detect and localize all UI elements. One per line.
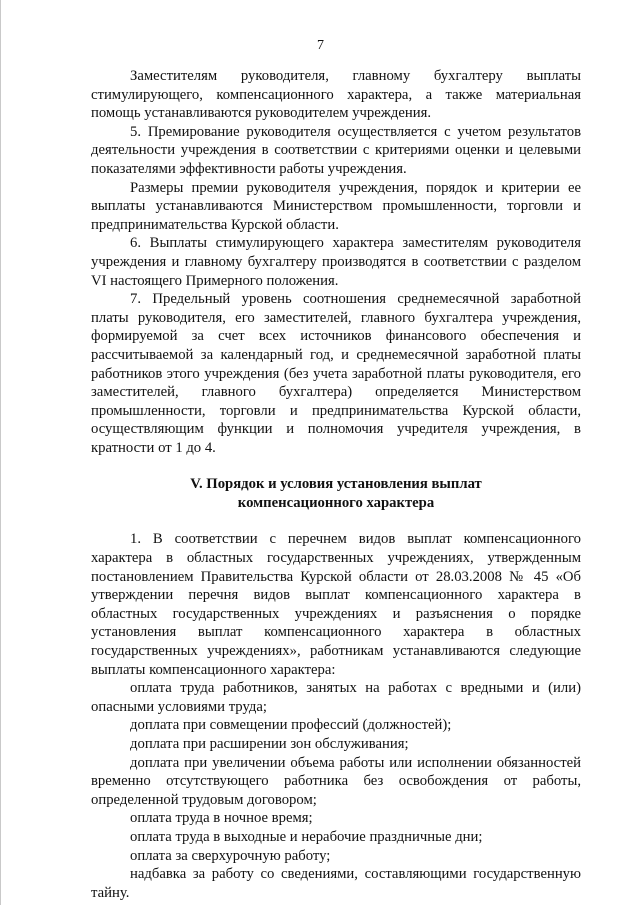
paragraph-1-compensation-list: 1. В соответствии с перечнем видов выплат компенсационного характера в областных государственных учреждениях, утвержденным постановлением Правительства Курской области от 28.03.2008 № 45 «Об утверждении перечня видов выплат компенсационного характера в областных государственных учреждениях и разъяснения о порядке установления выплат компенсационного характера в областных государственных учреждениях», работникам устанавливаются следующие выплаты компенсационного характера: [91, 531, 581, 678]
paragraph-7-salary-ratio: 7. Предельный уровень соотношения среднемесячной заработной платы руководителя, его заместителей, главного бухгалтера учреждения, формируемой за счет всех источников финансового обеспечения и рассчитываемой за календарный год, и среднемесячной заработной платы работников этого учреждения (без учета заработной платы руководителя, его заместителей, главного бухгалтера) определяется Министерством промышленности, торговли и предпринимательства Курской области, осуществляющим функции и полномочия учредителя учреждения, в кратности от 1 до 4. [91, 291, 581, 456]
page-number: 7 [317, 38, 324, 53]
list-item-overtime: оплата за сверхурочную работу; [130, 847, 331, 864]
paragraph-deputies-payments: Заместителям руководителя, главному бухгалтеру выплаты стимулирующего, компенсационного характера, а также материальная помощь устанавливаются руководителем учреждения. [91, 68, 581, 122]
document-body [91, 67, 581, 902]
list-item-increased-workload: доплата при увеличении объема работы или исполнении обязанностей временно отсутствующего работника без освобождения от работы, определенной трудовым договором; [91, 754, 581, 808]
section-heading-line-1: V. Порядок и условия установления выплат [190, 476, 482, 493]
list-item-night-work: оплата труда в ночное время; [130, 810, 313, 827]
paragraph-6-incentive-payments: 6. Выплаты стимулирующего характера заместителям руководителя учреждения и главному бухгалтеру производятся в соответствии с разделом VI настоящего Примерного положения. [91, 235, 581, 289]
list-item-extended-service-zones: доплата при расширении зон обслуживания; [130, 736, 409, 752]
list-item-state-secret-allowance: надбавка за работу со сведениями, составляющими государственную тайну. [91, 866, 581, 901]
paragraph-bonus-size: Размеры премии руководителя учреждения, порядок и критерии ее выплаты устанавливаются Министерством промышленности, торговли и предпринимательства Курской области. [91, 179, 581, 233]
section-heading [91, 475, 581, 513]
paragraph-5-director-bonus: 5. Премирование руководителя осуществляется с учетом результатов деятельности учреждения в соответствии с критериями оценки и целевыми показателями эффективности работы учреждения. [91, 123, 581, 177]
list-item-hazardous-conditions: оплата труда работников, занятых на работах с вредными и (или) опасными условиями труда; [91, 680, 581, 715]
list-item-holiday-work: оплата труда в выходные и нерабочие праздничные дни; [130, 828, 483, 845]
section-heading-line-2: компенсационного характера [237, 495, 435, 512]
list-item-combined-professions: доплата при совмещении профессий (должностей); [130, 717, 452, 734]
